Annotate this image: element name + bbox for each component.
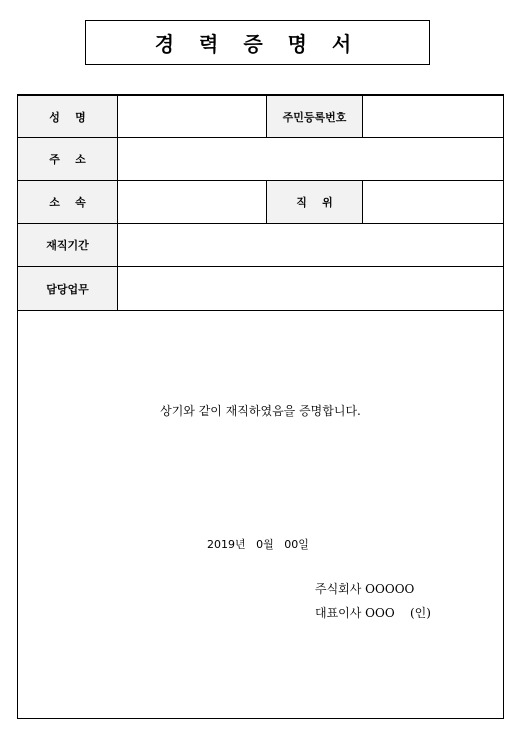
resident-number-label: 주민등록번호 xyxy=(266,96,362,137)
issue-date: 2019년 0월 00일 xyxy=(207,538,309,551)
affiliation-value-field[interactable] xyxy=(117,181,266,223)
ceo-signature: 대표이사 OOO (인) xyxy=(315,606,431,620)
certificate-table xyxy=(17,94,504,719)
position-value-field[interactable] xyxy=(362,181,503,223)
duties-label: 담당업무 xyxy=(18,267,117,310)
row-employment-period xyxy=(18,224,503,267)
row-affiliation xyxy=(18,181,503,224)
name-label: 성 명 xyxy=(18,96,117,137)
row-name xyxy=(18,96,503,138)
row-address xyxy=(18,138,503,181)
company-name: 주식회사 OOOOO xyxy=(315,582,415,596)
employment-period-label: 재직기간 xyxy=(18,224,117,266)
address-value-field[interactable] xyxy=(117,138,503,180)
certification-statement: 상기와 같이 재직하였음을 증명합니다. xyxy=(160,404,361,418)
employment-period-value-field[interactable] xyxy=(117,224,503,266)
affiliation-label: 소 속 xyxy=(18,181,117,223)
duties-value-field[interactable] xyxy=(117,267,503,310)
address-label: 주 소 xyxy=(18,138,117,180)
document-title: 경 력 증 명 서 xyxy=(85,20,430,65)
name-value-field[interactable] xyxy=(117,96,266,137)
position-label: 직 위 xyxy=(266,181,362,223)
row-duties xyxy=(18,267,503,311)
resident-number-value-field[interactable] xyxy=(362,96,503,137)
